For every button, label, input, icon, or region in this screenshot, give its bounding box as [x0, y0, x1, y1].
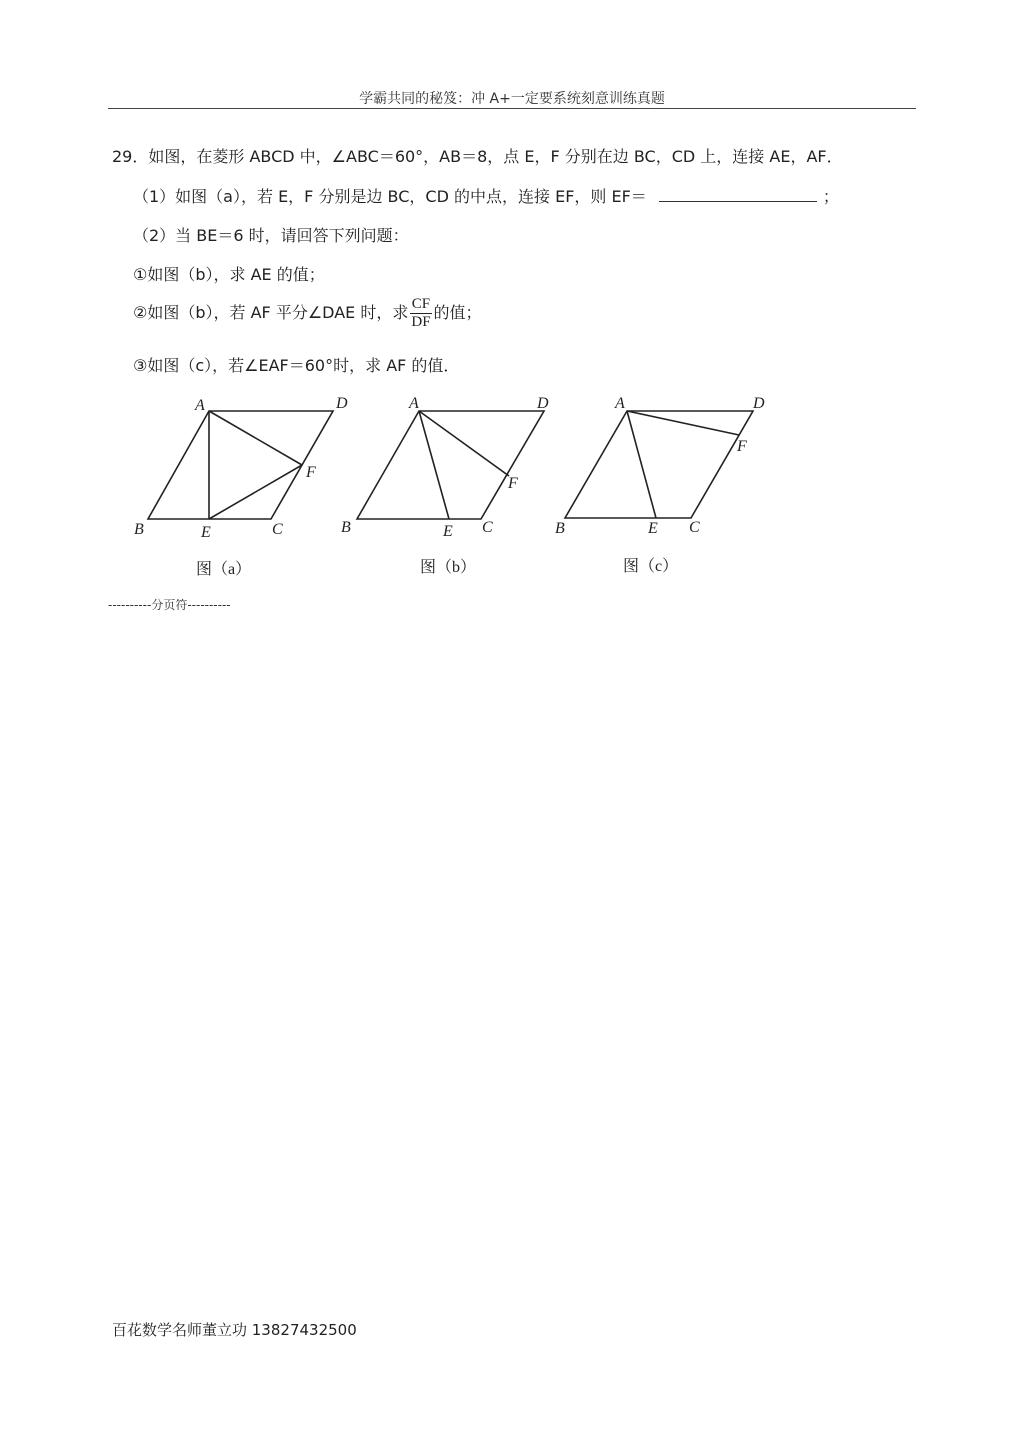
label-d: D — [753, 395, 765, 412]
segment-af — [627, 411, 739, 435]
label-e: E — [443, 523, 453, 540]
question-part1 — [133, 184, 839, 207]
page-break — [108, 596, 231, 613]
fraction-numerator: CF — [411, 296, 431, 312]
sub2-text: ②如图（b），若 AF 平分∠DAE 时，求 — [133, 303, 409, 322]
sub2-end: 的值； — [433, 303, 482, 322]
label-a: A — [409, 395, 419, 412]
page-break-label: 分页符 — [151, 598, 188, 612]
figure-c — [548, 390, 773, 550]
page-header: 学霸共同的秘笈：冲 A+一定要系统刻意训练真题 — [359, 91, 665, 107]
part1-end: ； — [822, 187, 839, 206]
segment-ae — [419, 411, 449, 519]
label-f: F — [508, 475, 518, 492]
figure-b-diagram — [338, 390, 553, 550]
label-a: A — [615, 395, 625, 412]
label-e: E — [648, 520, 658, 537]
label-b: B — [341, 519, 351, 536]
fraction-cf-df — [410, 296, 431, 331]
label-f: F — [306, 464, 316, 481]
rhombus-abcd — [357, 411, 544, 519]
label-a: A — [195, 397, 205, 414]
figure-a-diagram — [128, 390, 348, 550]
part1-text: （1）如图（a），若 E，F 分别是边 BC，CD 的中点，连接 EF，则 EF＝ — [133, 187, 647, 206]
question-sub3: ③如图（c），若∠EAF＝60°时，求 AF 的值． — [133, 356, 460, 375]
rhombus-abcd — [565, 411, 753, 518]
page-break-dashes-left: ---------- — [108, 598, 152, 612]
segment-af — [419, 411, 509, 476]
question-sub1: ①如图（b），求 AE 的值； — [133, 265, 325, 284]
label-b: B — [134, 521, 144, 538]
question-part2: （2）当 BE＝6 时，请回答下列问题： — [133, 226, 409, 245]
page-footer: 百花数学名师董立功 13827432500 — [112, 1321, 357, 1339]
fraction-denominator: DF — [411, 314, 431, 330]
caption-c: 图（c） — [623, 558, 679, 575]
question-sub2 — [133, 296, 482, 331]
figure-c-diagram — [548, 390, 773, 550]
question-stem: 29．如图，在菱形 ABCD 中，∠ABC＝60°，AB＝8，点 E，F 分别在边 BC，CD 上，连接 AE，AF． — [112, 147, 843, 166]
label-e: E — [201, 524, 211, 541]
segment-ae — [627, 411, 656, 518]
label-d: D — [537, 395, 549, 412]
answer-blank — [659, 187, 817, 202]
figure-b — [338, 390, 553, 550]
segment-af — [209, 411, 302, 465]
caption-a: 图（a） — [196, 561, 252, 578]
label-c: C — [689, 519, 700, 536]
label-d: D — [336, 395, 348, 412]
page-break-dashes-right: ---------- — [187, 598, 231, 612]
label-c: C — [272, 521, 283, 538]
label-f: F — [737, 438, 747, 455]
segment-ef — [209, 465, 302, 519]
caption-b: 图（b） — [420, 559, 477, 576]
header-divider — [108, 108, 916, 109]
figure-a — [128, 390, 348, 550]
label-c: C — [482, 519, 493, 536]
label-b: B — [555, 520, 565, 537]
